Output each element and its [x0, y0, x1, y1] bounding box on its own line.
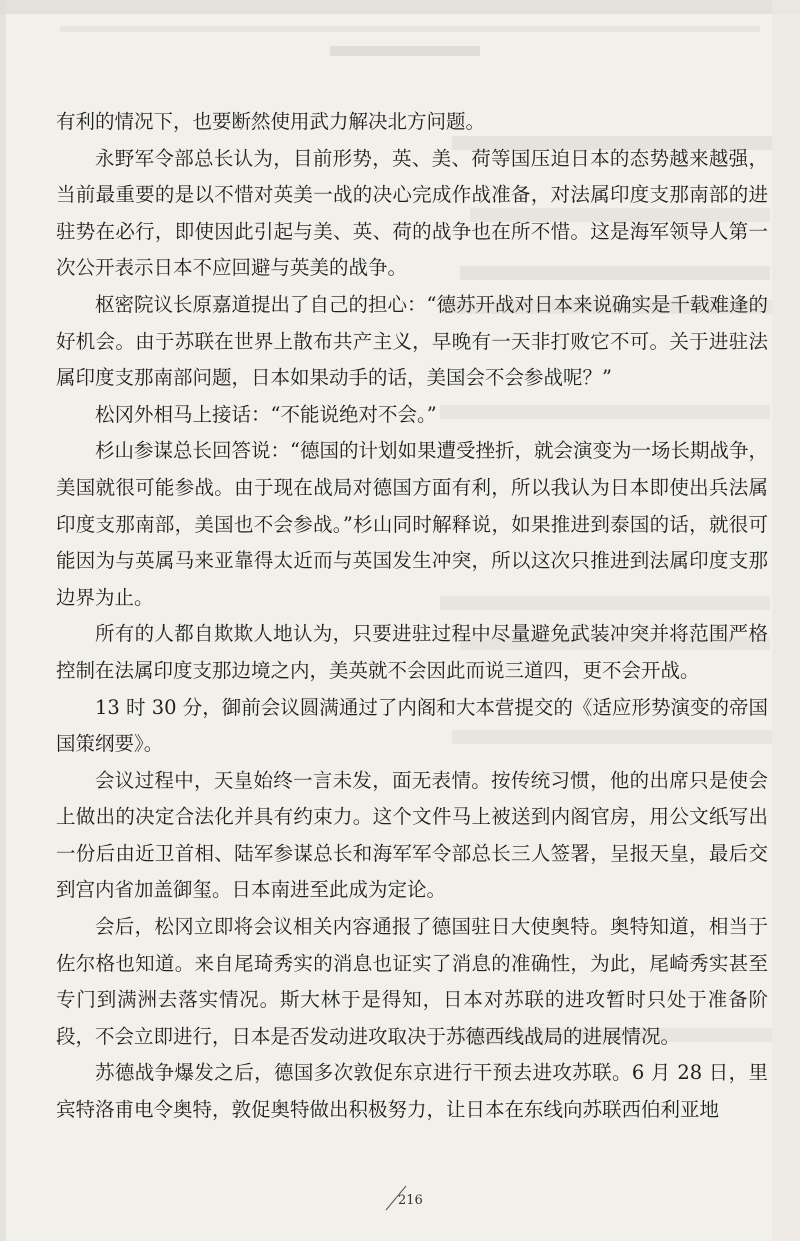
paragraph-2: 永野军令部总长认为，目前形势，英、美、荷等国压迫日本的态势越来越强，当前最重要的是以不惜对英美一战的决心完成作战准备，对法属印度支那南部的进驻势在必行，即使因此引起与美、英、荷的战争也在所不惜。这是海军领导人第一次公开表示日本不应回避与英美的战争。 [56, 146, 768, 280]
paragraph-9: 会后，松冈立即将会议相关内容通报了德国驻日大使奥特。奥特知道，相当于佐尔格也知道。来自尾琦秀实的消息也证实了消息的准确性，为此，尾崎秀实甚至专门到满洲去落实情况。斯大林于是得知，日本对苏联的进攻暂时只处于准备阶段，不会立即进行，日本是否发动进攻取决于苏德西线战局的进展情况。 [56, 915, 768, 1048]
body-text [56, 104, 768, 1129]
paragraph-1: 有利的情况下，也要断然使用武力解决北方问题。 [56, 110, 486, 133]
paragraph-10: 苏德战争爆发之后，德国多次敦促东京进行干预去进攻苏联。6 月 28 日，里宾特洛甫电令奥特，敦促奥特做出积极努力，让日本在东线向苏联西伯利亚地 [56, 1061, 768, 1122]
paragraph-5: 杉山参谋总长回答说：“德国的计划如果遭受挫折，就会演变为一场长期战争，美国就很可能参战。由于现在战局对德国方面有利，所以我认为日本即使出兵法属印度支那南部，美国也不会参战。”杉山同时解释说，如果推进到泰国的话，就很可能因为与英属马来亚靠得太近而与英国发生冲突，所以这次只推进到法属印度支那边界为止。 [56, 439, 768, 609]
paragraph-6: 所有的人都自欺欺人地认为，只要进驻过程中尽量避免武装冲突并将范围严格控制在法属印度支那边境之内，美英就不会因此而说三道四，更不会开战。 [56, 622, 768, 682]
paragraph-4: 松冈外相马上接话：“不能说绝对不会。” [95, 402, 437, 426]
paragraph-8: 会议过程中，天皇始终一言未发，面无表情。按传统习惯，他的出席只是使会上做出的决定合法化并具有约束力。这个文件马上被送到内阁官房，用公文纸写出一份后由近卫首相、陆军参谋总长和海军军令部总长三人签署，呈报天皇，最后交到宫内省加盖御玺。日本南进至此成为定论。 [56, 768, 768, 902]
page-number: 216 [398, 1193, 423, 1208]
paragraph-3: 枢密院议长原嘉道提出了自己的担心：“德苏开战对日本来说确实是千载难逢的好机会。由于苏联在世界上散布共产主义，早晚有一天非打败它不可。关于进驻法属印度支那南部问题，日本如果动手的话，美国会不会参战呢？” [56, 292, 768, 390]
paragraph-7: 13 时 30 分，御前会议圆满通过了内阁和大本营提交的《适应形势演变的帝国国策纲要》。 [56, 695, 768, 756]
